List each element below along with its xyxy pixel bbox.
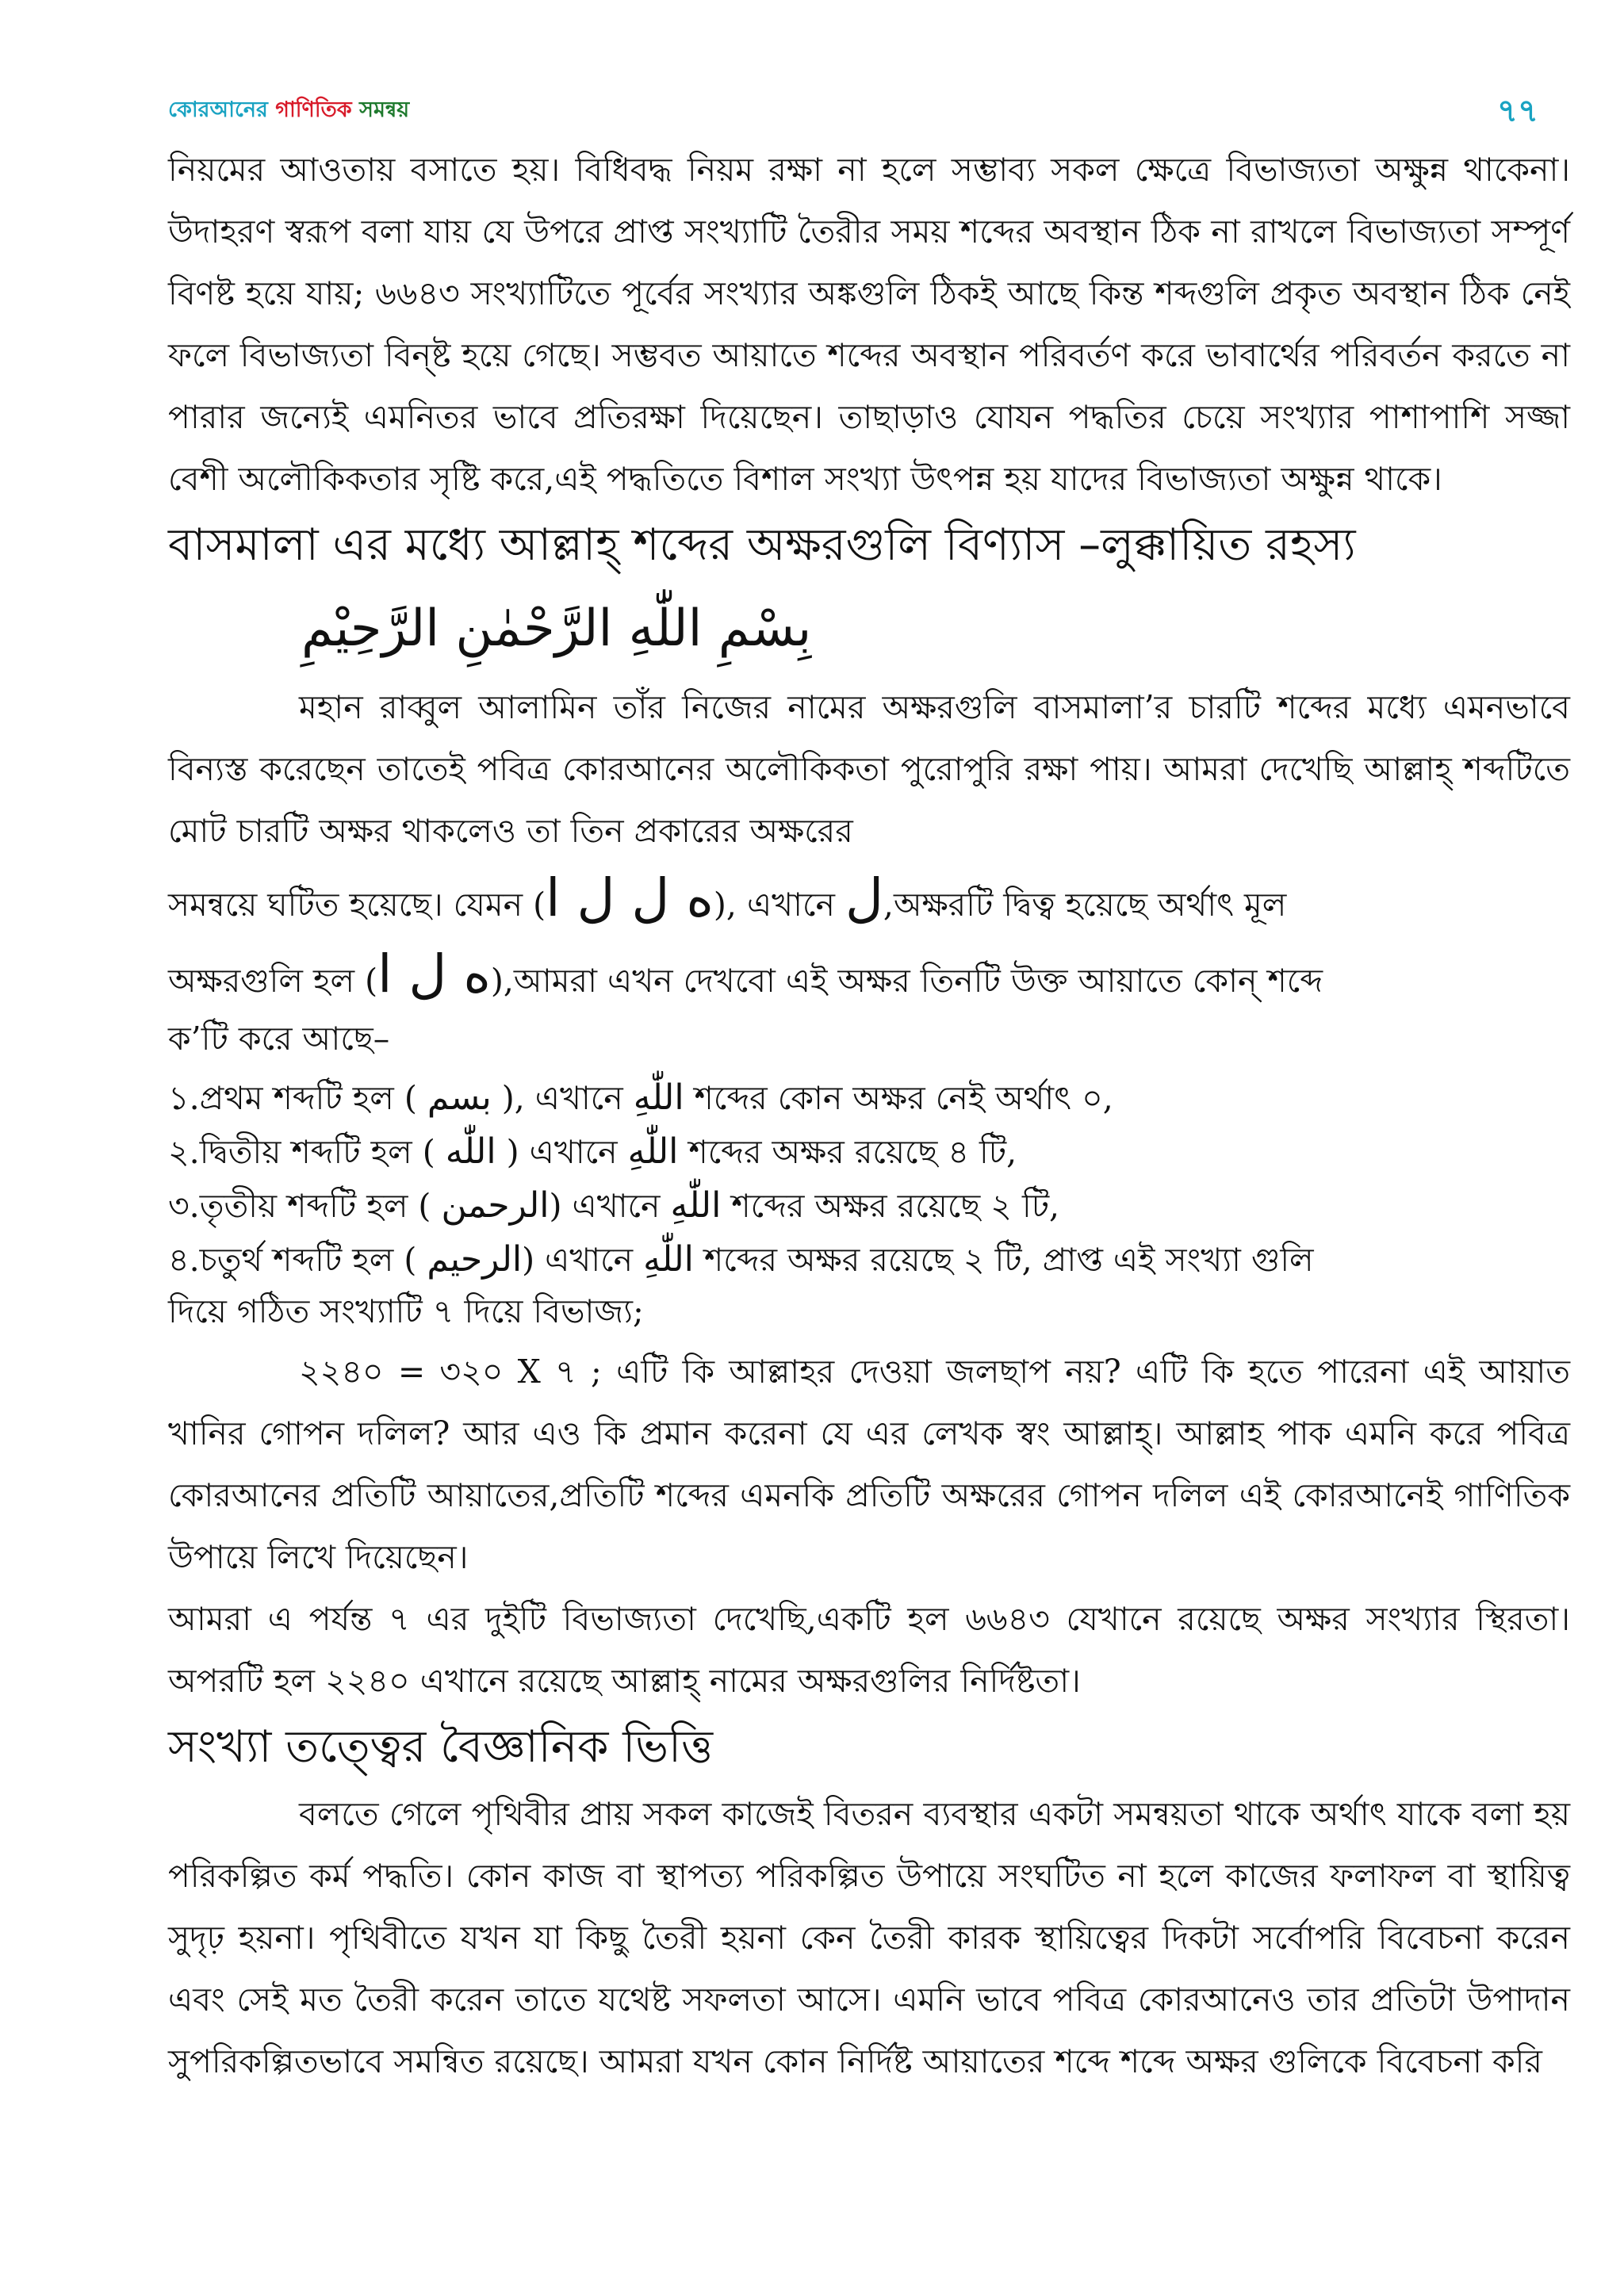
arabic-word: الرحيم <box>427 1239 523 1280</box>
paragraph-5: ক’টি করে আছে– <box>168 1020 390 1058</box>
list-item-text: ), এখানে <box>491 1079 634 1117</box>
list-item <box>168 1233 1570 1287</box>
p4-text-b: ),আমরা এখন দেখবো এই অক্ষর তিনটি উক্ত আয়াতে কোন্ শব্দে <box>490 962 1323 1000</box>
p3-text-b: ), এখানে <box>713 886 845 924</box>
list-item-text: ) এখানে <box>496 1133 628 1171</box>
section-heading-bismillah: বাসমালা এর মধ্যে আল্লাহ্ শব্দের অক্ষরগুলি বিণ্যাস –লুক্কায়িত রহস্য <box>168 519 1356 571</box>
header-title-part2: গাণিতিক <box>275 98 360 122</box>
list-item-text: ) এখানে <box>549 1187 671 1225</box>
arabic-word: الرحمن <box>441 1185 550 1226</box>
list-item <box>168 1071 1570 1125</box>
list-item-text: ৪.চতুর্থ শব্দটি হল ( <box>168 1241 427 1279</box>
list-item-text: ) এখানে <box>522 1241 644 1279</box>
p3-text-c: ,অক্ষরটি দ্বিত্ব হয়েছে অর্থাৎ মূল <box>883 886 1287 924</box>
paragraph-8: আমরা এ পর্যন্ত ৭ এর দুইটি বিভাজ্যতা দেখেছি,একটি হল ৬৬৪৩ যেখানে রয়েছে অক্ষর সংখ্যার স্থিরতা। অপরটি হল ২২৪০ এখানে রয়েছে আল্লাহ্ নামের অক্ষরগুলির নির্দিষ্টতা। <box>168 1600 1570 1700</box>
arabic-letters-allah: ه ل ل ا <box>546 867 714 928</box>
paragraph-4 <box>168 943 1570 1014</box>
paragraph-1: নিয়মের আওতায় বসাতে হয়। বিধিবদ্ধ নিয়ম রক্ষা না হলে সম্ভাব্য সকল ক্ষেত্রে বিভাজ্যতা অক্ষুন্ন থাকেনা। উদাহরণ স্বরূপ বলা যায় যে উপরে প্রাপ্ত সংখ্যাটি তৈরীর সময় শব্দের অবস্থান ঠিক না রাখলে বিভাজ্যতা সম্পূর্ণ বিণষ্ট হয়ে যায়; ৬৬৪৩ সংখ্যাটিতে পূর্বের সংখ্যার অঙ্কগুলি ঠিকই আছে কিন্ত শব্দগুলি প্রকৃত অবস্থান ঠিক নেই ফলে বিভাজ্যতা বিন্ষ্ট হয়ে গেছে। সম্ভবত আয়াতে শব্দের অবস্থান পরিবর্তণ করে ভাবার্থের পরিবর্তন করতে না পারার জন্যেই এমনিতর ভাবে প্রতিরক্ষা দিয়েছেন। তাছাড়াও যোযন পদ্ধতির চেয়ে সংখ্যার পাশাপাশি সজ্জা বেশী অলৌকিকতার সৃষ্টি করে,এই পদ্ধতিতে বিশাল সংখ্যা উৎপন্ন হয় যাদের বিভাজ্যতা অক্ষুন্ন থাকে। <box>168 151 1570 498</box>
running-header <box>168 94 409 129</box>
header-title-part3: সমন্বয় <box>359 98 410 122</box>
p4-text-a: অক্ষরগুলি হল ( <box>168 962 378 1000</box>
section-heading-number-theory: সংখ্যা তত্ত্বের বৈজ্ঞানিক ভিত্তি <box>168 1721 714 1773</box>
page-body <box>168 139 1570 2092</box>
arabic-word: اللّٰه <box>445 1131 496 1172</box>
list-item-text: শব্দের অক্ষর রয়েছে ২ টি, প্রাপ্ত এই সংখ্যা গুলি <box>693 1241 1314 1279</box>
header-title-part1: কোরআনের <box>168 98 276 122</box>
list-item-text: শব্দের অক্ষর রয়েছে ২ টি, <box>721 1187 1060 1225</box>
arabic-letter-lam: ل <box>845 867 883 928</box>
page-number: ৭৭ <box>1496 93 1538 129</box>
bismillah-arabic: بِسْمِ اللّٰهِ الرَّحْمٰنِ الرَّحِيْمِ <box>301 599 812 658</box>
paragraph-9: বলতে গেলে পৃথিবীর প্রায় সকল কাজেই বিতরন ব্যবস্থার একটা সমন্বয়তা থাকে অর্থাৎ যাকে বলা হয় পরিকল্পিত কর্ম পদ্ধতি। কোন কাজ বা স্থাপত্য পরিকল্পিত উপায়ে সংঘটিত না হলে কাজের ফলাফল বা স্থায়িত্ব সুদৃঢ় হয়না। পৃথিবীতে যখন যা কিছু তৈরী হয়না কেন তৈরী কারক স্থায়িত্বের দিকটা সর্বোপরি বিবেচনা করেন এবং সেই মত তৈরী করেন তাতে যথেষ্ট সফলতা আসে। এমনি ভাবে পবিত্র কোরআনেও তার প্রতিটা উপাদান সুপরিকল্পিতভাবে সমন্বিত রয়েছে। আমরা যখন কোন নির্দিষ্ট আয়াতের শব্দে শব্দে অক্ষর গুলিকে বিবেচনা করি <box>168 1795 1570 2080</box>
paragraph-6: দিয়ে গঠিত সংখ্যাটি ৭ দিয়ে বিভাজ্য; <box>168 1292 644 1330</box>
list-item-text: ১.প্রথম শব্দটি হল ( <box>168 1079 427 1117</box>
paragraph-7: ২২৪০ = ৩২০ X ৭ ; এটি কি আল্লাহর দেওয়া জলছাপ নয়? এটি কি হতে পারেনা এই আয়াত খানির গোপন দলিল? আর এও কি প্রমান করেনা যে এর লেখক স্বং আল্লাহ্। আল্লাহ পাক এমনি করে পবিত্র কোরআনের প্রতিটি আয়াতের,প্রতিটি শব্দের এমনকি প্রতিটি অক্ষরের গোপন দলিল এই কোরআনেই গাণিতিক উপায়ে লিখে দিয়েছেন। <box>168 1353 1570 1576</box>
list-item-text: ২.দ্বিতীয় শব্দটি হল ( <box>168 1133 446 1171</box>
paragraph-3 <box>168 862 1570 947</box>
word-list <box>168 1071 1570 1287</box>
p3-text-a: সমন্বয়ে ঘটিত হয়েছে। যেমন ( <box>168 886 546 924</box>
arabic-allah: اللّٰهِ <box>643 1239 694 1280</box>
list-item-text: শব্দের কোন অক্ষর নেই অর্থাৎ ০, <box>684 1079 1113 1117</box>
paragraph-2: মহান রাব্বুল আলামিন তাঁর নিজের নামের অক্ষরগুলি বাসমালা’র চারটি শব্দের মধ্যে এমনভাবে বিন্যস্ত করেছেন তাতেই পবিত্র কোরআনের অলৌকিকতা পুরোপুরি রক্ষা পায়। আমরা দেখেছি আল্লাহ্ শব্দটিতে মোট চারটি অক্ষর থাকলেও তা তিন প্রকারের অক্ষরের <box>168 688 1570 850</box>
arabic-root-letters: ه ل ا <box>377 943 491 1004</box>
list-item <box>168 1179 1570 1233</box>
list-item-text: শব্দের অক্ষর রয়েছে ৪ টি, <box>678 1133 1017 1171</box>
arabic-allah: اللّٰهِ <box>627 1131 679 1172</box>
arabic-word: بسم <box>427 1077 492 1118</box>
arabic-allah: اللّٰهِ <box>670 1185 722 1226</box>
arabic-allah: اللّٰهِ <box>633 1077 684 1118</box>
list-item <box>168 1125 1570 1179</box>
list-item-text: ৩.তৃতীয় শব্দটি হল ( <box>168 1187 442 1225</box>
